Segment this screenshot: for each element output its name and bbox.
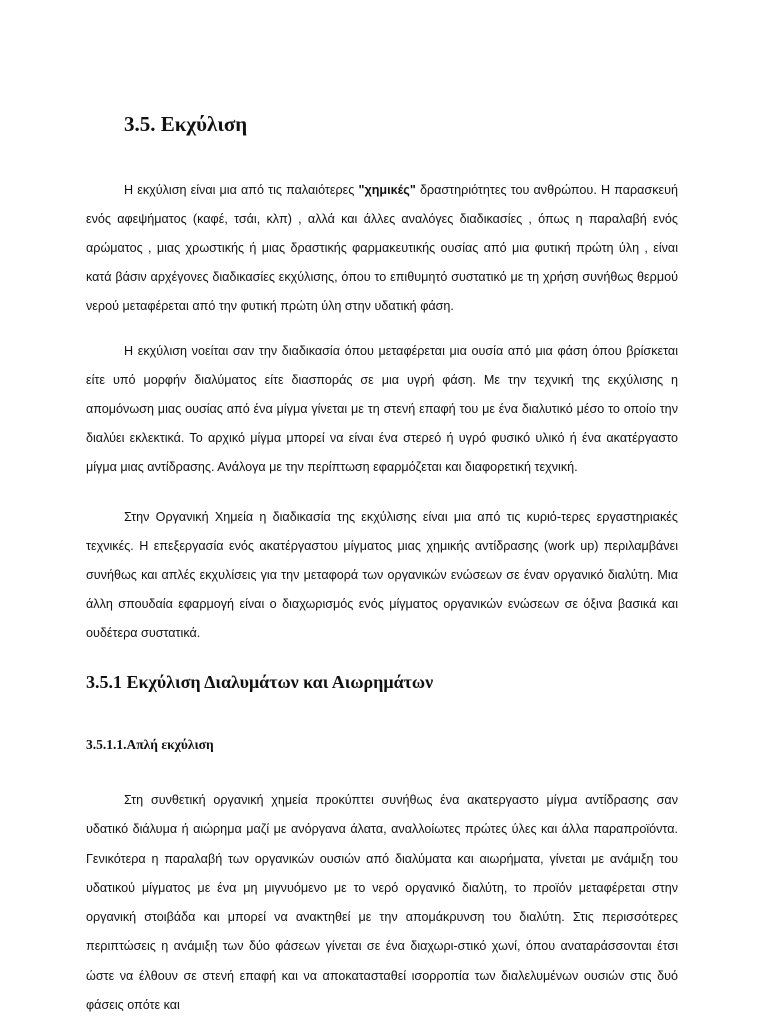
- subsubsection-heading: 3.5.1.1.Απλή εκχύλιση: [86, 737, 214, 752]
- paragraph-organic-chemistry: Στην Οργανική Χημεία η διαδικασία της εκχύλισης είναι μια από τις κυριό-τερες εργαστηριακές τεχνικές. Η επεξεργασία ενός ακατέργαστου μίγματος μιας χημικής αντίδρασης (work up) περιλαμβάνει συνήθως και απλές εκχυλίσεις για την μεταφορά των οργανικών ενώσεων σε έναν οργανικό διαλύτη. Μια άλλη σπουδαία εφαρμογή είναι ο διαχωρισμός ενός μίγματος οργανικών ενώσεων σε όξινα βασικά και ουδέτερα συστατικά.: [86, 510, 678, 640]
- subsection-heading: 3.5.1 Εκχύλιση Διαλυμάτων και Αιωρημάτων: [86, 672, 434, 692]
- section-heading: 3.5. Εκχύλιση: [124, 112, 248, 136]
- paragraph-intro-rest: δραστηριότητες του ανθρώπου. Η παρασκευή ενός αφεψήματος (καφέ, τσάι, κλπ) , αλλά και άλλες αναλόγες διαδικασίες , όπως η παραλαβή ενός αρώματος , μιας χρωστικής ή μιας δραστικής φαρμακευτικής ουσίας από μια φυτική πρώτη ύλη , είναι κατά βάσιν αρχέγονες διαδικασίες εκχύλισης, όπου το επιθυμητό συστατικό με τη χρήση συνήθως θερμού νερού μεταφέρεται από την φυτική πρώτη ύλη στην υδατική φάση.: [86, 183, 678, 313]
- paragraph-simple-extraction: Στη συνθετική οργανική χημεία προκύπτει συνήθως ένα ακατεργαστο μίγμα αντίδρασης σαν υδατικό διάλυμα ή αιώρημα μαζί με ανόργανα άλατα, αναλλοίωτες πρώτες ύλες και άλλα παραπροϊόντα. Γενικότερα η παραλαβή των οργανικών ουσιών από διαλύματα και αιωρήματα, γίνεται με ανάμιξη του υδατικού μίγματος με ένα μη μιγνυόμενο με το νερό οργανικό διαλύτη, το προϊόν μεταφέρεται στην οργανική στοιβάδα και μπορεί να ανακτηθεί με την απομάκρυνση του διαλύτη. Στις περισσότερες περιπτώσεις η ανάμιξη των δύο φάσεων γίνεται σε ένα διαχωρι-στικό χωνί, όπου αναταράσσονται έτσι ώστε να έλθουν σε στενή επαφή και να αποκατασταθεί ισορροπία των διαλελυμένων ουσιών στις δυό φάσεις οπότε και: [86, 793, 678, 1013]
- paragraph-intro-start: Η εκχύλιση είναι μια από τις παλαιότερες: [124, 183, 359, 197]
- paragraph-intro-bold: "χημικές": [358, 183, 416, 197]
- paragraph-definition: Η εκχύλιση νοείται σαν την διαδικασία όπου μεταφέρεται μια ουσία από μια φάση όπου βρίσκεται είτε υπό μορφήν διαλύματος είτε διασποράς σε μια υγρή φάση. Με την τεχνική της εκχύλισης η απομόνωση μιας ουσίας από ένα μίγμα γίνεται με τη στενή επαφή του με ένα διαλυτικό μέσο το οποίο την διαλύει εκλεκτικά. Το αρχικό μίγμα μπορεί να είναι ένα στερεό ή υγρό φυσικό υλικό ή ένα ακατέργαστο μίγμα μιας αντίδρασης. Ανάλογα με την περίπτωση εφαρμόζεται και διαφορετική τεχνική.: [86, 344, 678, 474]
- paragraph-intro: [86, 176, 678, 321]
